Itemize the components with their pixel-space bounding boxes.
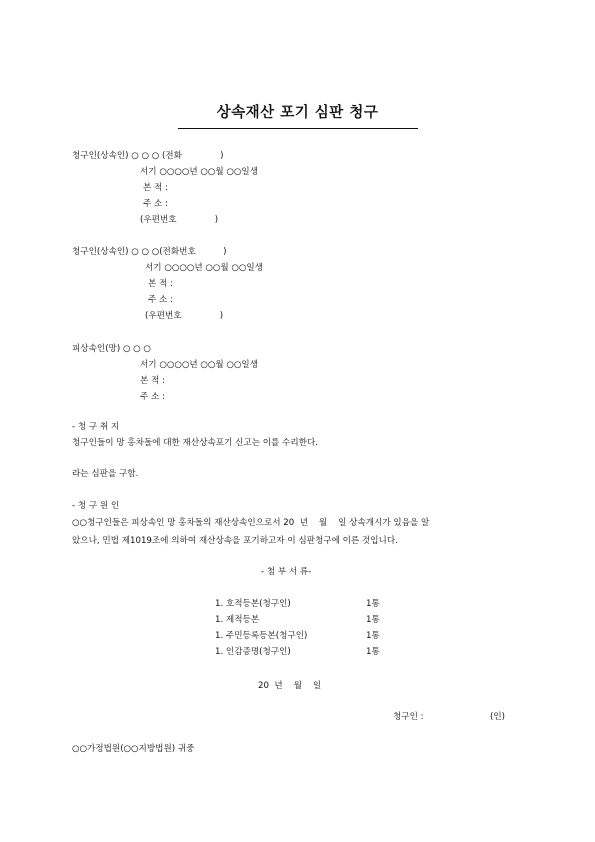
attachment-item-qty: 1통: [366, 647, 380, 657]
document-title: 상속재산 포기 심판 청구: [216, 105, 379, 121]
seal-mark: (인): [490, 712, 506, 722]
attachment-item-name: 1. 인감증명(청구인): [215, 647, 291, 657]
attachment-item-name: 1. 제적등본: [215, 615, 260, 625]
claim-reason-line-1: ○○청구인들은 피상속인 망 홍차돌의 재산상속인으로서 20 년 월 일 상속개시가 있음을 알: [72, 518, 430, 528]
petitioner2-postal: (우편번호 ): [145, 311, 224, 321]
attachment-item-qty: 1통: [366, 631, 380, 641]
claim-reason-heading: - 청 구 원 인: [72, 501, 120, 511]
decedent-heading: 피상속인(망) ○ ○ ○: [72, 344, 151, 354]
petitioner1-address: 주 소 :: [143, 199, 168, 209]
petitioner2-heading: 청구인(상속인) ○ ○ ○(전화번호 ): [72, 247, 227, 257]
claim-purpose-closing: 라는 심판을 구함.: [72, 469, 139, 479]
petitioner2-address: 주 소 :: [148, 295, 173, 305]
claim-reason-line-2: 았으나, 민법 제1019조에 의하여 재산상속을 포기하고자 이 심판청구에 이른 것입니다.: [72, 536, 398, 546]
filing-date: 20 년 월 일: [258, 681, 322, 691]
petitioner1-birth: 서기 ○○○○년 ○○월 ○○일생: [140, 167, 258, 177]
title-underline: [178, 128, 418, 129]
claim-purpose-body: 청구인들이 망 홍차돌에 대한 재산상속포기 신고는 이를 수리한다.: [72, 438, 318, 448]
decedent-domicile: 본 적 :: [140, 376, 165, 386]
decedent-address: 주 소 :: [140, 392, 165, 402]
petitioner1-domicile: 본 적 :: [143, 183, 168, 193]
claim-purpose-heading: - 청 구 취 지: [72, 422, 120, 432]
attachments-heading: - 첨 부 서 류-: [261, 567, 312, 577]
petitioner1-heading: 청구인(상속인) ○ ○ ○ (전화 ): [72, 151, 224, 161]
attachment-item-name: 1. 호적등본(청구인): [215, 599, 291, 609]
attachment-item-qty: 1통: [366, 615, 380, 625]
petitioner1-postal: (우편번호 ): [140, 215, 219, 225]
court-addressee: ○○가정법원(○○지방법원) 귀중: [72, 744, 195, 754]
decedent-birth: 서기 ○○○○년 ○○월 ○○일생: [140, 360, 258, 370]
petitioner2-domicile: 본 적 :: [148, 279, 173, 289]
signature-label: 청구인 :: [393, 712, 424, 722]
attachment-item-name: 1. 주민등록등본(청구인): [215, 631, 308, 641]
petitioner2-birth: 서기 ○○○○년 ○○월 ○○일생: [145, 263, 263, 273]
attachment-item-qty: 1통: [366, 599, 380, 609]
